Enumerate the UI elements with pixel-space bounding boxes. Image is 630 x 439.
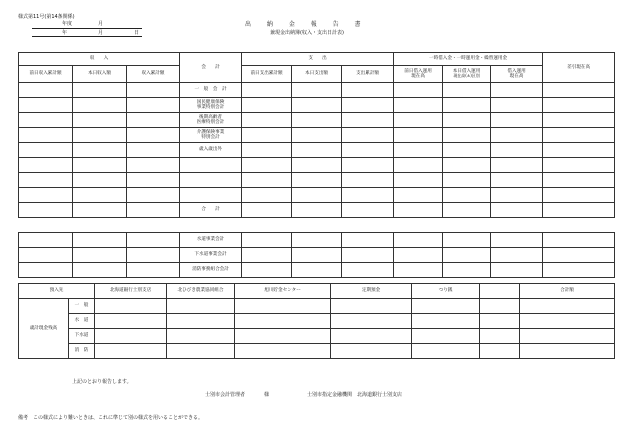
- value-cell: [480, 299, 520, 314]
- value-cell: [394, 173, 443, 188]
- date-month: 月: [98, 30, 104, 36]
- value-cell: [242, 113, 292, 128]
- value-cell: [127, 203, 180, 218]
- value-cell: [127, 143, 180, 158]
- table-row: [19, 233, 615, 248]
- kaikei-label: 国民健康保険 事業特別会計: [180, 98, 242, 113]
- value-cell: [491, 113, 543, 128]
- value-cell: [73, 128, 127, 143]
- value-cell: [19, 128, 73, 143]
- account-type-label: 水 道: [69, 314, 95, 329]
- cash-balance-label: 歳計現金残高: [19, 299, 69, 359]
- value-cell: [292, 173, 342, 188]
- value-cell: [73, 248, 127, 263]
- value-cell: [242, 98, 292, 113]
- value-cell: [443, 98, 491, 113]
- period-year: 年度: [62, 21, 73, 27]
- value-cell: [19, 83, 73, 98]
- value-cell: [342, 113, 394, 128]
- value-cell: [342, 143, 394, 158]
- value-cell: [73, 263, 127, 278]
- loan-col-prev: 前日借入運用 現在高: [394, 66, 443, 83]
- value-cell: [491, 173, 543, 188]
- expend-col-total: 支出累計額: [342, 66, 394, 83]
- kaikei-label: 歳入歳出外: [180, 143, 242, 158]
- value-cell: [342, 83, 394, 98]
- value-cell: [235, 344, 331, 359]
- table-row: [19, 299, 615, 314]
- value-cell: [95, 314, 167, 329]
- value-cell: [543, 233, 615, 248]
- account-type-label: 一 般: [69, 299, 95, 314]
- value-cell: [543, 98, 615, 113]
- honorific: 様: [264, 392, 270, 398]
- value-cell: [342, 248, 394, 263]
- income-col-prev: 前日収入累計額: [19, 66, 73, 83]
- value-cell: [443, 248, 491, 263]
- value-cell: [19, 188, 73, 203]
- value-cell: [292, 143, 342, 158]
- page-subtitle: 兼現金出納簿(収入・支出日計表): [270, 30, 344, 36]
- value-cell: [342, 263, 394, 278]
- value-cell: [73, 203, 127, 218]
- bank-header: 北ひびき農業協同組合: [167, 284, 235, 299]
- value-cell: [19, 248, 73, 263]
- account-type-label: 消 防: [69, 344, 95, 359]
- bank-header: つり銭: [412, 284, 480, 299]
- value-cell: [127, 263, 180, 278]
- kaikei-label: 後期高齢者 医療特別会計: [180, 113, 242, 128]
- value-cell: [331, 314, 412, 329]
- value-cell: [292, 113, 342, 128]
- value-cell: [19, 263, 73, 278]
- value-cell: [73, 158, 127, 173]
- value-cell: [443, 203, 491, 218]
- value-cell: [73, 143, 127, 158]
- kaikei-label: 一 般 会 計: [180, 83, 242, 98]
- value-cell: [443, 158, 491, 173]
- income-header: 収 入: [19, 53, 180, 66]
- value-cell: [242, 188, 292, 203]
- value-cell: [19, 98, 73, 113]
- value-cell: [127, 248, 180, 263]
- date-line: [32, 36, 142, 37]
- value-cell: [412, 344, 480, 359]
- value-cell: [242, 263, 292, 278]
- value-cell: [543, 143, 615, 158]
- bank-label: 士別市指定金融機関 北海道銀行士別支店: [307, 392, 403, 398]
- bank-header: 北海道銀行士別支店: [95, 284, 167, 299]
- value-cell: [491, 263, 543, 278]
- value-cell: [242, 128, 292, 143]
- value-cell: [543, 128, 615, 143]
- value-cell: [412, 299, 480, 314]
- value-cell: [394, 158, 443, 173]
- value-cell: [520, 299, 615, 314]
- value-cell: [19, 143, 73, 158]
- value-cell: [412, 314, 480, 329]
- value-cell: [127, 233, 180, 248]
- expend-col-today: 本日支出額: [292, 66, 342, 83]
- value-cell: [73, 233, 127, 248]
- value-cell: [242, 83, 292, 98]
- value-cell: [342, 98, 394, 113]
- date-day: 日: [134, 30, 140, 36]
- value-cell: [480, 344, 520, 359]
- expend-col-prev: 前日支出累計額: [242, 66, 292, 83]
- value-cell: [235, 314, 331, 329]
- value-cell: [491, 98, 543, 113]
- manager-label: 士別市会計管理者: [205, 392, 246, 398]
- value-cell: [292, 233, 342, 248]
- value-cell: [167, 299, 235, 314]
- value-cell: [480, 314, 520, 329]
- value-cell: [242, 233, 292, 248]
- value-cell: [543, 248, 615, 263]
- income-col-total: 収入累計額: [127, 66, 180, 83]
- value-cell: [19, 113, 73, 128]
- table-row: [19, 329, 615, 344]
- year-line: [32, 28, 142, 29]
- table-row: [19, 263, 615, 278]
- bank-header: [480, 284, 520, 299]
- value-cell: [491, 143, 543, 158]
- value-cell: [73, 83, 127, 98]
- value-cell: [127, 113, 180, 128]
- table-row: [19, 113, 615, 128]
- value-cell: [127, 158, 180, 173]
- value-cell: [520, 329, 615, 344]
- value-cell: [95, 329, 167, 344]
- bank-header: 旭川貯金センター: [235, 284, 331, 299]
- table-row: [19, 344, 615, 359]
- table-row: [19, 188, 615, 203]
- value-cell: [543, 188, 615, 203]
- bank-header: 合計額: [520, 284, 615, 299]
- deposit-dest-header: 預入先: [19, 284, 95, 299]
- value-cell: [394, 233, 443, 248]
- table-row: [19, 98, 615, 113]
- value-cell: [394, 263, 443, 278]
- value-cell: [331, 329, 412, 344]
- value-cell: [443, 173, 491, 188]
- kaikei-label: [180, 173, 242, 188]
- value-cell: [127, 83, 180, 98]
- income-col-today: 本日収入額: [73, 66, 127, 83]
- value-cell: [491, 158, 543, 173]
- value-cell: [73, 188, 127, 203]
- value-cell: [491, 203, 543, 218]
- value-cell: [412, 329, 480, 344]
- value-cell: [491, 233, 543, 248]
- value-cell: [342, 158, 394, 173]
- value-cell: [235, 299, 331, 314]
- value-cell: [491, 188, 543, 203]
- value-cell: [543, 173, 615, 188]
- value-cell: [127, 173, 180, 188]
- value-cell: [520, 344, 615, 359]
- value-cell: [73, 98, 127, 113]
- loan-header: 一時借入金・一時運用金・繰替運用金: [394, 53, 543, 66]
- value-cell: [520, 314, 615, 329]
- value-cell: [443, 233, 491, 248]
- value-cell: [242, 158, 292, 173]
- value-cell: [292, 158, 342, 173]
- value-cell: [167, 344, 235, 359]
- period-month: 月: [98, 21, 104, 27]
- expenditure-header: 支 出: [242, 53, 394, 66]
- value-cell: [19, 203, 73, 218]
- value-cell: [543, 113, 615, 128]
- table-row: [19, 158, 615, 173]
- value-cell: [342, 128, 394, 143]
- value-cell: [394, 188, 443, 203]
- value-cell: [543, 203, 615, 218]
- value-cell: [491, 248, 543, 263]
- value-cell: [95, 299, 167, 314]
- value-cell: [331, 344, 412, 359]
- table-row: [19, 83, 615, 98]
- value-cell: [19, 173, 73, 188]
- value-cell: [292, 83, 342, 98]
- value-cell: [127, 98, 180, 113]
- deposit-header-row: [19, 284, 615, 299]
- value-cell: [73, 173, 127, 188]
- value-cell: [443, 113, 491, 128]
- value-cell: [491, 128, 543, 143]
- value-cell: [242, 143, 292, 158]
- kaikei-header: 会 計: [180, 53, 242, 83]
- value-cell: [242, 203, 292, 218]
- table-row: [19, 143, 615, 158]
- value-cell: [167, 329, 235, 344]
- value-cell: [394, 98, 443, 113]
- account-label: 消防事務組合会計: [180, 263, 242, 278]
- value-cell: [443, 143, 491, 158]
- value-cell: [19, 158, 73, 173]
- value-cell: [342, 188, 394, 203]
- value-cell: [19, 233, 73, 248]
- table-row: [19, 248, 615, 263]
- value-cell: [292, 263, 342, 278]
- value-cell: [491, 83, 543, 98]
- report-text: 上記のとおり報告します。: [72, 379, 132, 385]
- value-cell: [331, 299, 412, 314]
- value-cell: [292, 98, 342, 113]
- value-cell: [443, 83, 491, 98]
- value-cell: [127, 128, 180, 143]
- value-cell: [543, 263, 615, 278]
- value-cell: [235, 329, 331, 344]
- value-cell: [95, 344, 167, 359]
- value-cell: [394, 113, 443, 128]
- note: 備考 この様式により難いときは、これに準じて別の様式を用いることができる。: [18, 415, 204, 421]
- value-cell: [543, 83, 615, 98]
- loan-col-current: 借入運用 現在高: [491, 66, 543, 83]
- value-cell: [292, 203, 342, 218]
- value-cell: [443, 263, 491, 278]
- value-cell: [543, 158, 615, 173]
- value-cell: [443, 128, 491, 143]
- account-type-label: 下水道: [69, 329, 95, 344]
- value-cell: [394, 128, 443, 143]
- page-title: 出 納 金 報 告 書: [245, 21, 368, 28]
- value-cell: [394, 203, 443, 218]
- cash-balance-table: [18, 283, 615, 359]
- bank-header: 定期預金: [331, 284, 412, 299]
- value-cell: [127, 188, 180, 203]
- table-row: [19, 128, 615, 143]
- table-row: [19, 173, 615, 188]
- loan-col-today: 本日借入運用 現在高(±)区別: [443, 66, 491, 83]
- value-cell: [394, 248, 443, 263]
- value-cell: [342, 173, 394, 188]
- daily-report-table: [18, 52, 615, 218]
- account-label: 水道事業会計: [180, 233, 242, 248]
- balance-header: 差引現在高: [543, 53, 615, 83]
- value-cell: [242, 173, 292, 188]
- kaikei-label: 合 計: [180, 203, 242, 218]
- value-cell: [73, 113, 127, 128]
- kaikei-label: [180, 158, 242, 173]
- value-cell: [292, 188, 342, 203]
- value-cell: [394, 83, 443, 98]
- value-cell: [443, 188, 491, 203]
- table-row: [19, 314, 615, 329]
- value-cell: [242, 248, 292, 263]
- value-cell: [167, 314, 235, 329]
- value-cell: [342, 203, 394, 218]
- value-cell: [394, 143, 443, 158]
- date-year: 年: [62, 30, 68, 36]
- value-cell: [292, 248, 342, 263]
- value-cell: [342, 233, 394, 248]
- kaikei-label: [180, 188, 242, 203]
- kaikei-label: 介護保険事業 特別会計: [180, 128, 242, 143]
- value-cell: [480, 329, 520, 344]
- account-label: 下水道事業会計: [180, 248, 242, 263]
- form-label: 様式第11号(第14条関係): [18, 14, 75, 20]
- table-row: [19, 203, 615, 218]
- enterprise-accounts-table: [18, 232, 615, 278]
- value-cell: [292, 128, 342, 143]
